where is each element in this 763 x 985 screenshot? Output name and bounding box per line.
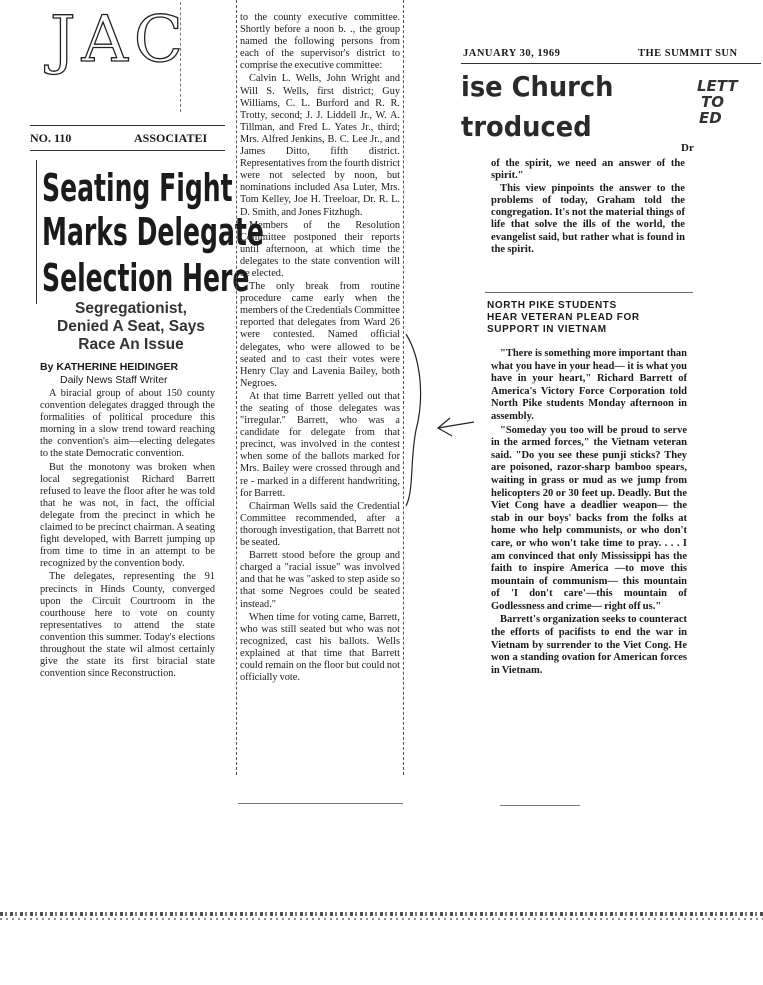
headline-line-2: Marks Delegate (42, 210, 264, 254)
photocopy-edge-band (0, 912, 763, 916)
middle-left-border (236, 0, 237, 775)
side-fragment-line-1: LETT (697, 77, 738, 95)
issue-tag: ASSOCIATEI (134, 131, 208, 145)
right-paragraph-a1: This view pinpoints the answer to the problems of today, Graham told the congregation. It's not the material things of life that solve the ills of the world, the evangelist said, but rather what is found in the spirit. (491, 183, 685, 255)
middle-article-body (240, 12, 400, 685)
side-fragment-line-2: TO (701, 93, 724, 111)
left-article-body (40, 388, 215, 681)
subhead (46, 300, 216, 354)
issue-rule-bottom (30, 150, 225, 151)
middle-paragraph-3: The only break from routine procedure came early when the members of the Credentials Committee reported that delegates from Ward 26 were contested. Named official delegates, who were allowed to be seated and to cast their votes were Henry Clay and Lavenia Bailey, both Negroes. (240, 281, 400, 389)
headline-line-3: Selection Here (42, 256, 250, 300)
paper-name: THE SUMMIT SUN (638, 48, 738, 59)
masthead-rule (180, 2, 182, 112)
left-clipping (0, 0, 264, 790)
subhead-line-2: Denied A Seat, Says (57, 318, 205, 335)
photocopy-edge-band-2 (0, 918, 763, 920)
right-lead: of the spirit, we need an answer of the spirit." (491, 158, 685, 182)
headline-fragment-1: ise Church (461, 70, 614, 103)
right-article-top (491, 158, 685, 257)
middle-clipping (240, 12, 402, 802)
left-paragraph-1: A biracial group of about 150 county convention delegates dragged through the formalities of political procedure this morning in a slow trend toward reaching the convention's aim—electing delegates to the state Democratic convention. (40, 388, 215, 460)
byline: By KATHERINE HEIDINGER (40, 361, 179, 373)
dateline: JANUARY 30, 1969 (463, 48, 561, 59)
middle-paragraph-1: Calvin L. Wells, John Wright and Will S. Wells, first district; Guy Williams, C. L. Burford and R. R. Trotty, second; J. J. Liddell Jr., W. A. Tillman, and Fred L. Yates Jr., third; Mrs. Alfred Jenkins, B. C. Lee Jr., and James Ditto, fifth district. Representatives from the fourth district were not selected by noon, but nominations included Asa Luter, Mrs. Tom Kelley, Joe H. Treeloar, Dr. R. L. D. Smith, and Jones Fitzhugh. (240, 73, 400, 218)
right-subhead (487, 300, 693, 336)
dateline-rule (461, 63, 761, 64)
middle-paragraph-5: Chairman Wells said the Credential Committee recommended, after a thorough investigation, that Barrett not be seated. (240, 500, 400, 549)
subhead-line-3: Race An Issue (78, 336, 184, 353)
right-clipping (455, 30, 763, 830)
issue-number: NO. 110 (30, 131, 72, 145)
left-paragraph-2: But the monotony was broken when local segregationist Richard Barrett refused to leave the floor after he was told that he was not, in fact, the official delegate from the precinct in which he claimed to be precinct chairman. A seating fight developed, with Barrett jumping up from time to time in an attempt to be recognized by the convention body. (40, 461, 215, 570)
middle-paragraph-6: Barrett stood before the group and charged a "racial issue" was involved and that he was "asked to step aside so that some Negroes could be seated instead." (240, 550, 400, 610)
right-subhead-line-2: HEAR VETERAN PLEAD FOR (487, 312, 640, 323)
middle-bottom-rule (238, 803, 403, 804)
right-section-rule (485, 292, 693, 293)
side-column-fragment (697, 78, 738, 126)
left-paragraph-3: The delegates, representing the 91 precincts in Hinds County, converged upon the Circuit Courtroom in the courthouse here to vote on county representatives to attend the state convention this summer. Today's elections throughout the state wil almost certainly give the state its first biracial state convention since Reconstruction. (40, 571, 215, 680)
right-bottom-rule (500, 805, 580, 806)
middle-lead: to the county executive committee. Shortly before a noon b. ., the group named the following persons from each of the supervisor's district to comprise the executive committee: (240, 12, 400, 72)
right-subhead-line-1: NORTH PIKE STUDENTS (487, 300, 617, 311)
middle-paragraph-4: At that time Barrett yelled out that the seating of those delegates was "irregular." Barrett, who was a candidate for delegate from that precinct, was involved in the contest when some of the ballots marked for Mrs. Bailey were crossed through and re - marked in a different handwriting, for Barrett. (240, 390, 400, 499)
right-subhead-line-3: SUPPORT IN VIETNAM (487, 324, 607, 335)
middle-paragraph-2: Members of the Resolution Committee postponed their reports until afternoon, at which time the delegates to the state convention will be elected. (240, 219, 400, 279)
side-fragment-line-3: ED (699, 109, 722, 127)
subhead-line-1: Segregationist, (75, 300, 187, 317)
headline-line-1: Seating Fight (42, 166, 233, 210)
handwritten-bracket (406, 334, 421, 506)
right-paragraph-b2: "Someday you too will be proud to serve in the armed forces," the Vietnam veteran said. "Do you see these punji sticks? They are poisoned, razor-sharp bamboo spears, waiting in grass or mud as we jump from helicopters 20 or 30 feet up. Deadly. But the Viet Cong have a deadlier weapon— the stab in our boys' backs from the folks at home who help communists, or who don't care, or who won't take time to pray. . . . I am convinced that only Mississippi has the faith to inspire America —to move this mountain of communism— this mountain of 'I don't care'—this mountain of Godlessness and crime— right off us." (491, 424, 687, 612)
byline-title: Daily News Staff Writer (60, 374, 168, 386)
right-paragraph-b1: "There is something more important than what you have in your head— it is what you have in your heart," Richard Barrett of America's Victory Force Corporation told North Pike students Monday afternoon in assembly. (491, 348, 687, 422)
side-fragment-dr: Dr (681, 142, 694, 154)
right-article-body (491, 348, 687, 678)
headline-fragment-2: troduced (461, 110, 592, 143)
right-paragraph-b3: Barrett's organization seeks to counteract the efforts of pacifists to end the war in Vietnam by surrender to the Viet Cong. He won a standing ovation for American forces in Vietnam. (491, 614, 687, 676)
masthead: JAC (50, 3, 189, 77)
middle-paragraph-7: When time for voting came, Barrett, who was still seated but who was not recognized, cast his ballots. Wells explained at that time that Barrett could remain on the floor but could not officially vote. (240, 611, 400, 684)
issue-rule (30, 125, 225, 126)
